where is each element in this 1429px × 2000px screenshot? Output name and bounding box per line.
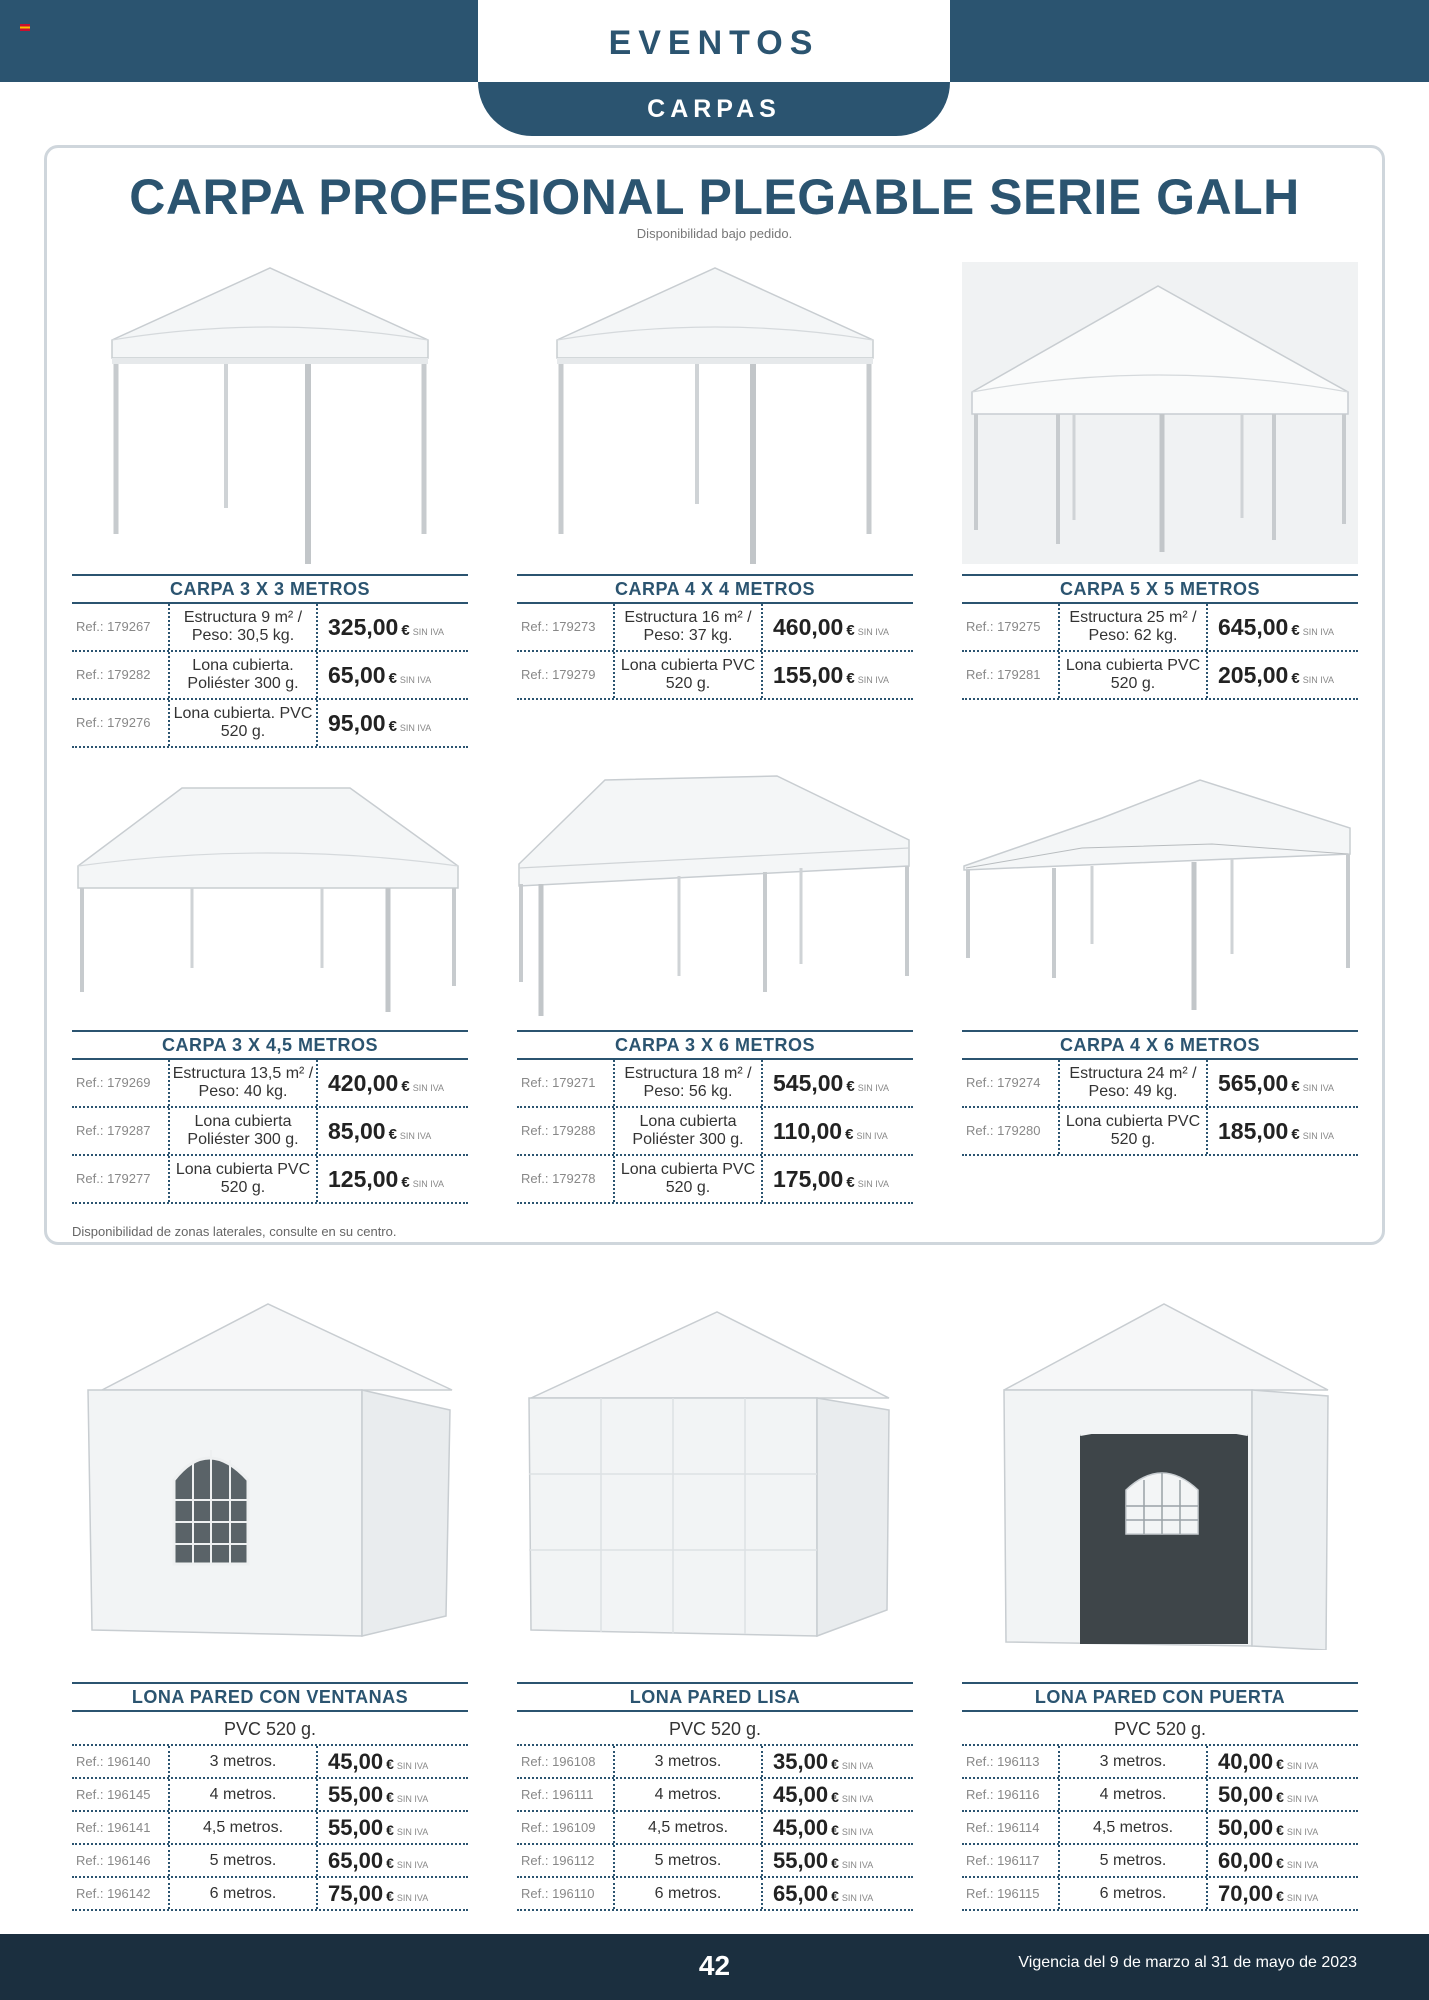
tax-note: SIN IVA <box>841 1860 874 1870</box>
ref-code: Ref.: 196114 <box>966 1820 1040 1835</box>
tax-note: SIN IVA <box>841 1761 874 1771</box>
item-description: 5 metros. <box>1058 1845 1208 1876</box>
table-row <box>72 1060 468 1108</box>
tax-note: SIN IVA <box>857 1083 890 1093</box>
item-description: 3 metros. <box>168 1746 318 1777</box>
price <box>773 652 889 698</box>
table-row <box>72 1156 468 1204</box>
tax-note: SIN IVA <box>1286 1794 1319 1804</box>
price <box>1218 1812 1318 1843</box>
price-value: 50,00 <box>1218 1782 1274 1807</box>
tax-note: SIN IVA <box>857 627 890 637</box>
item-description: 4 metros. <box>613 1779 763 1810</box>
table-row <box>72 1812 468 1845</box>
tent-3x4-5-image <box>72 778 468 1018</box>
currency: € <box>386 1822 394 1838</box>
item-description: Lona cubierta. PVC 520 g. <box>168 700 318 746</box>
price-value: 110,00 <box>773 1118 843 1144</box>
product-name: CARPA 4 X 4 METROS <box>517 574 913 604</box>
item-description: 5 metros. <box>613 1845 763 1876</box>
validity-dates: Vigencia del 9 de marzo al 31 de mayo de 2023 <box>1018 1954 1357 1971</box>
tax-note: SIN IVA <box>1286 1827 1319 1837</box>
currency: € <box>1276 1888 1284 1904</box>
price-table <box>962 1744 1358 1911</box>
price <box>328 1812 428 1843</box>
product-name: CARPA 3 X 3 METROS <box>72 574 468 604</box>
price-value: 40,00 <box>1218 1749 1274 1774</box>
product-name: CARPA 3 X 4,5 METROS <box>72 1030 468 1060</box>
currency: € <box>846 1174 855 1191</box>
tax-note: SIN IVA <box>396 1794 429 1804</box>
tent-3x3-image <box>72 262 468 564</box>
price-table <box>962 604 1358 700</box>
currency: € <box>831 1822 839 1838</box>
price-value: 55,00 <box>328 1782 384 1807</box>
product-name: LONA PARED LISA <box>517 1682 913 1712</box>
table-row <box>72 652 468 700</box>
currency: € <box>388 1126 397 1143</box>
ref-code: Ref.: 196141 <box>76 1820 151 1835</box>
price <box>328 1746 428 1777</box>
currency: € <box>1276 1789 1284 1805</box>
price <box>773 1746 873 1777</box>
ref-code: Ref.: 196146 <box>76 1853 151 1868</box>
currency: € <box>386 1888 394 1904</box>
currency: € <box>386 1756 394 1772</box>
product-name: CARPA 3 X 6 METROS <box>517 1030 913 1060</box>
tax-note: SIN IVA <box>396 1761 429 1771</box>
ref-code: Ref.: 179269 <box>76 1075 151 1090</box>
tax-note: SIN IVA <box>1302 1131 1335 1141</box>
tax-note: SIN IVA <box>1302 1083 1335 1093</box>
item-description: Lona cubierta PVC 520 g. <box>1058 652 1208 698</box>
price <box>773 1156 889 1202</box>
item-description: Lona cubierta Poliéster 300 g. <box>168 1108 318 1154</box>
wall-plain-image <box>517 1306 913 1640</box>
price-value: 205,00 <box>1218 662 1289 688</box>
item-description: 3 metros. <box>613 1746 763 1777</box>
price <box>328 700 431 746</box>
currency: € <box>846 670 855 687</box>
table-row <box>517 1746 913 1779</box>
ref-code: Ref.: 196140 <box>76 1754 151 1769</box>
ref-code: Ref.: 196116 <box>966 1787 1040 1802</box>
item-description: Lona cubierta PVC 520 g. <box>168 1156 318 1202</box>
price <box>328 652 431 698</box>
item-description: 6 metros. <box>613 1878 763 1909</box>
currency: € <box>401 1174 410 1191</box>
table-row <box>962 652 1358 700</box>
item-description: 4 metros. <box>168 1779 318 1810</box>
price-value: 565,00 <box>1218 1070 1289 1096</box>
tax-note: SIN IVA <box>399 675 432 685</box>
currency: € <box>401 622 410 639</box>
currency: € <box>846 1078 855 1095</box>
table-row <box>962 1812 1358 1845</box>
table-row <box>517 604 913 652</box>
price <box>328 1060 444 1106</box>
price-value: 55,00 <box>773 1848 829 1873</box>
table-row <box>72 1878 468 1911</box>
material-spec: PVC 520 g. <box>223 1719 317 1739</box>
price-value: 545,00 <box>773 1070 844 1096</box>
price-value: 45,00 <box>773 1815 829 1840</box>
material-spec: PVC 520 g. <box>1113 1719 1207 1739</box>
table-row <box>72 1779 468 1812</box>
price-value: 65,00 <box>328 1848 384 1873</box>
price-value: 460,00 <box>773 614 844 640</box>
ref-code: Ref.: 196115 <box>966 1886 1040 1901</box>
currency: € <box>386 1789 394 1805</box>
tax-note: SIN IVA <box>857 675 890 685</box>
ref-code: Ref.: 179278 <box>521 1171 596 1186</box>
table-row <box>72 1746 468 1779</box>
price <box>1218 1845 1318 1876</box>
tax-note: SIN IVA <box>1286 1893 1319 1903</box>
ref-code: Ref.: 179271 <box>521 1075 596 1090</box>
currency: € <box>1291 670 1300 687</box>
price <box>1218 652 1334 698</box>
ref-code: Ref.: 179276 <box>76 715 151 730</box>
currency: € <box>1291 1126 1300 1143</box>
ref-code: Ref.: 196108 <box>521 1754 596 1769</box>
price-value: 45,00 <box>773 1782 829 1807</box>
price <box>1218 604 1334 650</box>
tent-3x6-image <box>517 768 913 1018</box>
price <box>1218 1878 1318 1909</box>
price-value: 175,00 <box>773 1166 844 1192</box>
table-row <box>72 700 468 748</box>
price <box>773 1108 888 1154</box>
price-value: 60,00 <box>1218 1848 1274 1873</box>
ref-code: Ref.: 179274 <box>966 1075 1041 1090</box>
table-row <box>962 1108 1358 1156</box>
currency: € <box>831 1756 839 1772</box>
currency: € <box>1276 1822 1284 1838</box>
table-row <box>962 1060 1358 1108</box>
table-row <box>517 1108 913 1156</box>
item-description: Estructura 25 m² / Peso: 62 kg. <box>1058 604 1208 650</box>
currency: € <box>1291 1078 1300 1095</box>
ref-code: Ref.: 196112 <box>521 1853 595 1868</box>
table-row <box>962 604 1358 652</box>
item-description: Lona cubierta PVC 520 g. <box>1058 1108 1208 1154</box>
item-description: 4,5 metros. <box>1058 1812 1208 1843</box>
price-table <box>962 1060 1358 1156</box>
price <box>1218 1108 1334 1154</box>
price <box>773 1779 873 1810</box>
table-row <box>517 1779 913 1812</box>
tax-note: SIN IVA <box>412 1179 445 1189</box>
price <box>328 1845 428 1876</box>
tax-note: SIN IVA <box>1302 675 1335 685</box>
table-row <box>517 1845 913 1878</box>
item-description: Estructura 16 m² / Peso: 37 kg. <box>613 604 763 650</box>
table-row <box>962 1746 1358 1779</box>
tax-note: SIN IVA <box>396 1860 429 1870</box>
price <box>773 1812 873 1843</box>
tax-note: SIN IVA <box>399 723 432 733</box>
product-name: LONA PARED CON VENTANAS <box>72 1682 468 1712</box>
price <box>328 604 444 650</box>
table-row <box>517 652 913 700</box>
currency: € <box>388 718 397 735</box>
ref-code: Ref.: 179277 <box>76 1171 151 1186</box>
item-description: 6 metros. <box>1058 1878 1208 1909</box>
price <box>328 1779 428 1810</box>
product-name: LONA PARED CON PUERTA <box>962 1682 1358 1712</box>
price-value: 85,00 <box>328 1118 386 1144</box>
price-table <box>517 1060 913 1204</box>
ref-code: Ref.: 196113 <box>966 1754 1040 1769</box>
price-value: 95,00 <box>328 710 386 736</box>
currency: € <box>831 1888 839 1904</box>
item-description: Lona cubierta PVC 520 g. <box>613 1156 763 1202</box>
item-description: 3 metros. <box>1058 1746 1208 1777</box>
price-value: 35,00 <box>773 1749 829 1774</box>
table-row <box>517 1812 913 1845</box>
currency: € <box>401 1078 410 1095</box>
item-description: 6 metros. <box>168 1878 318 1909</box>
price <box>773 604 889 650</box>
ref-code: Ref.: 179281 <box>966 667 1041 682</box>
tax-note: SIN IVA <box>841 1827 874 1837</box>
price-value: 65,00 <box>773 1881 829 1906</box>
tax-note: SIN IVA <box>841 1893 874 1903</box>
item-description: Lona cubierta. Poliéster 300 g. <box>168 652 318 698</box>
price-value: 45,00 <box>328 1749 384 1774</box>
tax-note: SIN IVA <box>396 1893 429 1903</box>
item-description: Lona cubierta PVC 520 g. <box>613 652 763 698</box>
availability-note: Disponibilidad bajo pedido. <box>636 226 793 241</box>
subsection-title: CARPAS <box>647 95 781 123</box>
price <box>328 1878 428 1909</box>
ref-code: Ref.: 179275 <box>966 619 1041 634</box>
price-value: 70,00 <box>1218 1881 1274 1906</box>
flag-icon <box>20 24 30 31</box>
price-value: 65,00 <box>328 662 386 688</box>
tax-note: SIN IVA <box>1286 1860 1319 1870</box>
ref-code: Ref.: 179287 <box>76 1123 151 1138</box>
tax-note: SIN IVA <box>412 627 445 637</box>
price-value: 645,00 <box>1218 614 1289 640</box>
product-name: CARPA 5 X 5 METROS <box>962 574 1358 604</box>
tax-note: SIN IVA <box>412 1083 445 1093</box>
price-value: 125,00 <box>328 1166 399 1192</box>
tent-4x6-image <box>962 778 1358 1018</box>
table-row <box>72 1108 468 1156</box>
currency: € <box>1276 1855 1284 1871</box>
currency: € <box>846 622 855 639</box>
tent-4x4-image <box>517 262 913 564</box>
price-table <box>72 1744 468 1911</box>
ref-code: Ref.: 196145 <box>76 1787 151 1802</box>
item-description: Estructura 9 m² / Peso: 30,5 kg. <box>168 604 318 650</box>
price <box>1218 1746 1318 1777</box>
price <box>328 1108 431 1154</box>
wall-door-image <box>962 1300 1358 1650</box>
item-description: 4 metros. <box>1058 1779 1208 1810</box>
tax-note: SIN IVA <box>856 1131 888 1141</box>
page-number: 42 <box>698 1950 731 1981</box>
item-description: 5 metros. <box>168 1845 318 1876</box>
wall-windows-image <box>72 1300 468 1640</box>
ref-code: Ref.: 196110 <box>521 1886 595 1901</box>
price <box>1218 1060 1334 1106</box>
ref-code: Ref.: 179279 <box>521 667 596 682</box>
item-description: 4,5 metros. <box>613 1812 763 1843</box>
price-table <box>72 1060 468 1204</box>
table-row <box>517 1060 913 1108</box>
price-table <box>72 604 468 748</box>
ref-code: Ref.: 196142 <box>76 1886 151 1901</box>
table-row <box>72 604 468 652</box>
price <box>773 1060 889 1106</box>
price-value: 185,00 <box>1218 1118 1289 1144</box>
ref-code: Ref.: 179273 <box>521 619 596 634</box>
ref-code: Ref.: 196109 <box>521 1820 596 1835</box>
ref-code: Ref.: 196111 <box>521 1787 594 1802</box>
tax-note: SIN IVA <box>396 1827 429 1837</box>
currency: € <box>388 670 397 687</box>
item-description: Estructura 24 m² / Peso: 49 kg. <box>1058 1060 1208 1106</box>
ref-code: Ref.: 179280 <box>966 1123 1041 1138</box>
table-row <box>962 1878 1358 1911</box>
item-description: 4,5 metros. <box>168 1812 318 1843</box>
table-row <box>517 1156 913 1204</box>
price <box>328 1156 444 1202</box>
item-description: Estructura 18 m² / Peso: 56 kg. <box>613 1060 763 1106</box>
tax-note: SIN IVA <box>841 1794 874 1804</box>
tax-note: SIN IVA <box>399 1131 432 1141</box>
price-value: 55,00 <box>328 1815 384 1840</box>
currency: € <box>831 1789 839 1805</box>
ref-code: Ref.: 179288 <box>521 1123 596 1138</box>
item-description: Lona cubierta Poliéster 300 g. <box>613 1108 763 1154</box>
price-value: 75,00 <box>328 1881 384 1906</box>
tax-note: SIN IVA <box>1286 1761 1319 1771</box>
ref-code: Ref.: 179282 <box>76 667 151 682</box>
table-row <box>962 1779 1358 1812</box>
price <box>773 1845 873 1876</box>
currency: € <box>1291 622 1300 639</box>
price-table <box>517 1744 913 1911</box>
material-spec: PVC 520 g. <box>668 1719 762 1739</box>
ref-code: Ref.: 179267 <box>76 619 151 634</box>
price-table <box>517 604 913 700</box>
price-value: 420,00 <box>328 1070 399 1096</box>
price <box>1218 1779 1318 1810</box>
price <box>773 1878 873 1909</box>
tax-note: SIN IVA <box>857 1179 890 1189</box>
price-value: 155,00 <box>773 662 844 688</box>
price-value: 50,00 <box>1218 1815 1274 1840</box>
table-row <box>517 1878 913 1911</box>
ref-code: Ref.: 196117 <box>966 1853 1040 1868</box>
table-row <box>72 1845 468 1878</box>
price-value: 325,00 <box>328 614 399 640</box>
tax-note: SIN IVA <box>1302 627 1335 637</box>
currency: € <box>1276 1756 1284 1772</box>
currency: € <box>831 1855 839 1871</box>
currency: € <box>845 1126 854 1143</box>
footnote: Disponibilidad de zonas laterales, consulte en su centro. <box>72 1224 397 1239</box>
tent-5x5-image <box>962 262 1358 564</box>
section-title: EVENTOS <box>608 24 820 62</box>
page-title: CARPA PROFESIONAL PLEGABLE SERIE GALH <box>129 169 1300 225</box>
product-name: CARPA 4 X 6 METROS <box>962 1030 1358 1060</box>
currency: € <box>386 1855 394 1871</box>
item-description: Estructura 13,5 m² / Peso: 40 kg. <box>168 1060 318 1106</box>
table-row <box>962 1845 1358 1878</box>
